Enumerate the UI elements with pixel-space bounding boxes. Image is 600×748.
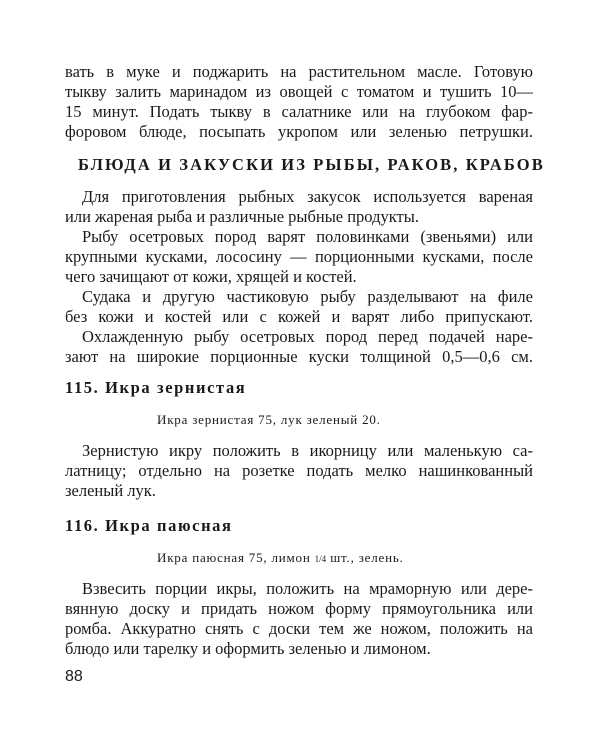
text-line: блюдо или тарелку и оформить зеленью и лимоном. <box>65 639 431 658</box>
text-line: Охлажденную рыбу осетровых пород перед подачей наре- <box>82 327 533 346</box>
text-line: зают на широкие порционные куски толщиной 0,5—0,6 см. <box>65 347 533 366</box>
text-line: вать в муке и поджарить на растительном масле. Готовую <box>65 62 533 81</box>
text-line: без кожи и костей или с кожей и варят либо припускают. <box>65 307 533 326</box>
recipe-116-title: 116. Икра паюсная <box>65 516 233 535</box>
text-line: вянную доску и придать ножом форму прямоугольника или <box>65 599 533 618</box>
text-line: Рыбу осетровых пород варят половинками (звеньями) или <box>82 227 533 246</box>
text-line: Взвесить порции икры, положить на мраморную или дере- <box>82 579 533 598</box>
recipe-115-title: 115. Икра зернистая <box>65 378 247 397</box>
text-line: латницу; отдельно на розетке подать мелко нашинкованный <box>65 461 533 480</box>
text-line: крупными кусками, лососину — порционными кусками, после <box>65 247 533 266</box>
text-line: ромба. Аккуратно снять с доски тем же ножом, положить на <box>65 619 533 638</box>
text-line: Зернистую икру положить в икорницу или маленькую са- <box>82 441 533 460</box>
text-line: 15 минут. Подать тыкву в салатнике или на глубоком фар- <box>65 102 533 121</box>
page-number: 88 <box>65 668 83 685</box>
text-line: Для приготовления рыбных закусок используется вареная <box>82 187 533 206</box>
text-line: Судака и другую частиковую рыбу разделывают на филе <box>82 287 533 306</box>
text-line: чего зачищают от кожи, хрящей и костей. <box>65 267 357 286</box>
section-title: БЛЮДА И ЗАКУСКИ ИЗ РЫБЫ, РАКОВ, КРАБОВ <box>78 155 545 174</box>
ingredients-text: Икра паюсная 75, лимон <box>157 550 315 565</box>
text-line: зеленый лук. <box>65 481 156 500</box>
ingredients-text: шт., зелень. <box>326 550 404 565</box>
recipe-115-ingredients: Икра зернистая 75, лук зеленый 20. <box>157 412 381 427</box>
text-line: или жареная рыба и различные рыбные продукты. <box>65 207 419 226</box>
text-line: тыкву залить маринадом из овощей с томатом и тушить 10— <box>65 82 533 101</box>
text-line: форовом блюде, посыпать укропом или зеленью петрушки. <box>65 122 533 141</box>
fraction: 1/4 <box>314 554 327 564</box>
recipe-116-ingredients <box>157 550 404 566</box>
